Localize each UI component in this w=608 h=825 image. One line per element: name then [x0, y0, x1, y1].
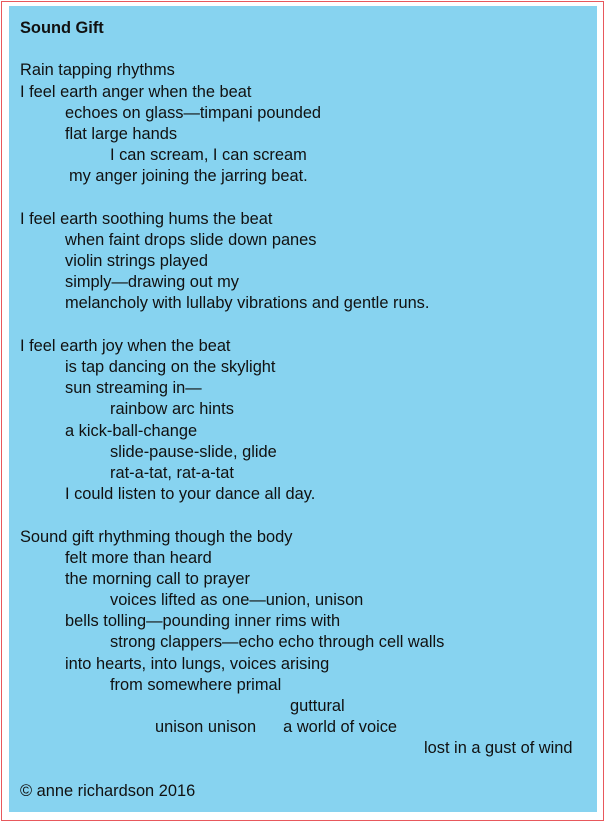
- poem-line: voices lifted as one—union, unison: [110, 591, 364, 610]
- poem-line-split: [20, 717, 573, 738]
- poem-line: felt more than heard: [65, 548, 212, 567]
- poem-line: guttural: [290, 697, 345, 715]
- stanza-break: [20, 505, 573, 526]
- poem-line: echoes on glass—timpani pounded: [65, 103, 322, 122]
- poem-line: when faint drops slide down panes: [65, 230, 317, 249]
- poem-line: Rain tapping rhythms: [20, 61, 175, 80]
- poem-line: I feel earth soothing hums the beat: [20, 209, 273, 228]
- copyright-notice: © anne richardson 2016: [20, 781, 196, 800]
- poem-line: is tap dancing on the skylight: [65, 358, 276, 376]
- poem-panel: [9, 6, 597, 812]
- poem-line: sun streaming in—: [65, 379, 202, 398]
- poem-line: rainbow arc hints: [110, 400, 234, 419]
- poem-line: from somewhere primal: [110, 675, 282, 694]
- poem-line: violin strings played: [65, 252, 209, 271]
- stanza-break: [20, 188, 573, 209]
- poem-line: my anger joining the jarring beat.: [69, 167, 308, 186]
- poem-line: I feel earth anger when the beat: [20, 82, 252, 101]
- poem-line: the morning call to prayer: [65, 569, 250, 588]
- poem-line: flat large hands: [65, 124, 178, 143]
- poem-line: slide-pause-slide, glide: [110, 442, 277, 461]
- poem-title: Sound Gift: [20, 19, 104, 37]
- poem-line: I can scream, I can scream: [110, 146, 307, 165]
- poem-line: simply—drawing out my: [65, 273, 239, 292]
- stanza-break: [20, 315, 573, 336]
- poem-line: strong clappers—echo echo through cell walls: [110, 633, 445, 652]
- poem-line-segment: a world of voice: [283, 718, 398, 737]
- stanza-break: [20, 760, 573, 781]
- stanza-break: [20, 39, 573, 60]
- poem-line: rat-a-tat, rat-a-tat: [110, 463, 234, 482]
- poem-line: into hearts, into lungs, voices arising: [65, 654, 330, 673]
- poem-line: melancholy with lullaby vibrations and gentle runs.: [65, 294, 430, 313]
- poem-line-segment: unison unison: [155, 718, 257, 737]
- poem-line: bells tolling—pounding inner rims with: [65, 612, 341, 631]
- poem-line: Sound gift rhythming though the body: [20, 527, 293, 546]
- poem-line: a kick-ball-change: [65, 421, 198, 440]
- poem-line: I feel earth joy when the beat: [20, 336, 231, 355]
- poem-line: I could listen to your dance all day.: [65, 485, 316, 504]
- poem-text: [20, 18, 573, 802]
- poem-line: lost in a gust of wind: [424, 739, 573, 758]
